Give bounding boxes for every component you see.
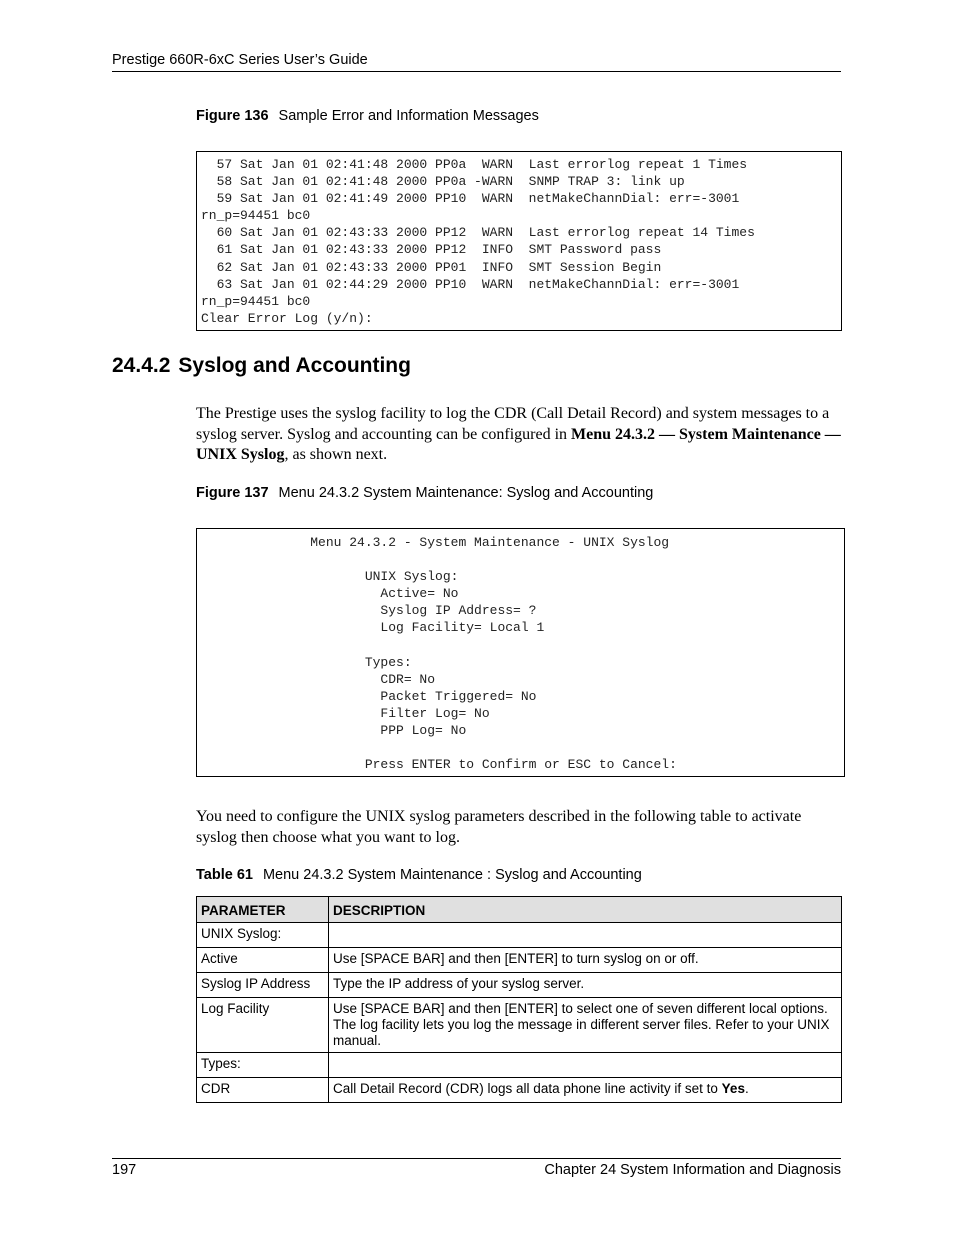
table-61-caption-text: Menu 24.3.2 System Maintenance : Syslog and Accounting	[262, 867, 642, 883]
table-row	[197, 1053, 842, 1078]
parameter-cell: Log Facility	[197, 998, 329, 1053]
intro-text-end: , as shown next.	[284, 446, 388, 463]
table-header-row	[197, 897, 842, 923]
footer-chapter-title: Chapter 24 System Information and Diagnosis	[544, 1162, 841, 1178]
figure-136-code-box	[196, 151, 842, 331]
figure-137-code-box	[196, 528, 845, 777]
section-heading	[112, 354, 411, 378]
description-cell: Type the IP address of your syslog server.	[329, 973, 842, 998]
parameter-cell: CDR	[197, 1078, 329, 1103]
section-number: 24.4.2	[112, 354, 171, 377]
figure-136-caption	[196, 108, 539, 124]
description-cell	[329, 1053, 842, 1078]
description-cell	[329, 923, 842, 948]
description-cell: Use [SPACE BAR] and then [ENTER] to turn syslog on or off.	[329, 948, 842, 973]
figure-137-label: Figure 137	[196, 485, 269, 501]
syslog-menu-screen: Menu 24.3.2 - System Maintenance - UNIX Syslog UNIX Syslog: Active= No Syslog IP Address= ? Log Facility= Local 1 Types: CDR= No Packet Triggered= No Filter Log= No PPP Log= No Press ENTER to Confirm or ESC to Cancel:	[310, 535, 677, 773]
table-row	[197, 998, 842, 1053]
table-61-label: Table 61	[196, 867, 253, 883]
section-title: Syslog and Accounting	[178, 354, 411, 377]
cdr-description-text: Call Detail Record (CDR) logs all data phone line activity if set to	[333, 1081, 722, 1096]
figure-136-caption-text: Sample Error and Information Messages	[278, 108, 539, 124]
header-rule	[112, 71, 841, 72]
page-number: 197	[112, 1162, 137, 1178]
figure-137-caption	[196, 485, 653, 501]
cdr-description-end: .	[744, 1081, 749, 1096]
column-header-parameter: PARAMETER	[197, 897, 329, 923]
syslog-parameter-table	[196, 896, 842, 1103]
intro-text: The Prestige uses the syslog facility to log the CDR (Call Detail Record) and system messages to a syslog server. Syslog and accounting can be configured in	[196, 405, 830, 443]
figure-136-label: Figure 136	[196, 108, 269, 124]
table-row	[197, 948, 842, 973]
parameter-cell: Active	[197, 948, 329, 973]
description-cell	[329, 1078, 842, 1103]
error-log-listing: 57 Sat Jan 01 02:41:48 2000 PP0a WARN Last errorlog repeat 1 Times 58 Sat Jan 01 02:41:48 2000 PP0a -WARN SNMP TRAP 3: link up 59 Sat Jan 01 02:41:49 2000 PP10 WARN netMakeChannDial: err=-3001 rn_p=94451 bc0 60 Sat Jan 01 02:43:33 2000 PP12 WARN Last errorlog repeat 14 Times 61 Sat Jan 01 02:43:33 2000 PP12 INFO SMT Password pass 62 Sat Jan 01 02:43:33 2000 PP01 INFO SMT Session Begin 63 Sat Jan 01 02:44:29 2000 PP10 WARN netMakeChannDial: err=-3001 rn_p=94451 bc0 Clear Error Log (y/n):	[201, 157, 755, 326]
figure-137-caption-text: Menu 24.3.2 System Maintenance: Syslog and Accounting	[278, 485, 654, 501]
footer-rule	[112, 1158, 841, 1159]
table-61-caption	[196, 867, 642, 883]
intro-menu-reference: Menu 24.3.2 — System Maintenance — UNIX Syslog	[196, 425, 841, 463]
table-intro-paragraph: You need to configure the UNIX syslog parameters described in the following table to activate syslog then choose what you want to log.	[196, 808, 802, 846]
parameter-cell: Types:	[197, 1053, 329, 1078]
column-header-description: DESCRIPTION	[329, 897, 842, 923]
table-row	[197, 973, 842, 998]
table-row	[197, 1078, 842, 1103]
description-cell: Use [SPACE BAR] and then [ENTER] to select one of seven different local options. The log facility lets you log the message in different server files. Refer to your UNIX manual.	[329, 998, 842, 1053]
running-header-title: Prestige 660R-6xC Series User’s Guide	[112, 52, 368, 68]
table-row	[197, 923, 842, 948]
intro-paragraph	[196, 404, 842, 466]
parameter-cell: UNIX Syslog:	[197, 923, 329, 948]
cdr-description-bold: Yes	[721, 1081, 745, 1096]
parameter-cell: Syslog IP Address	[197, 973, 329, 998]
